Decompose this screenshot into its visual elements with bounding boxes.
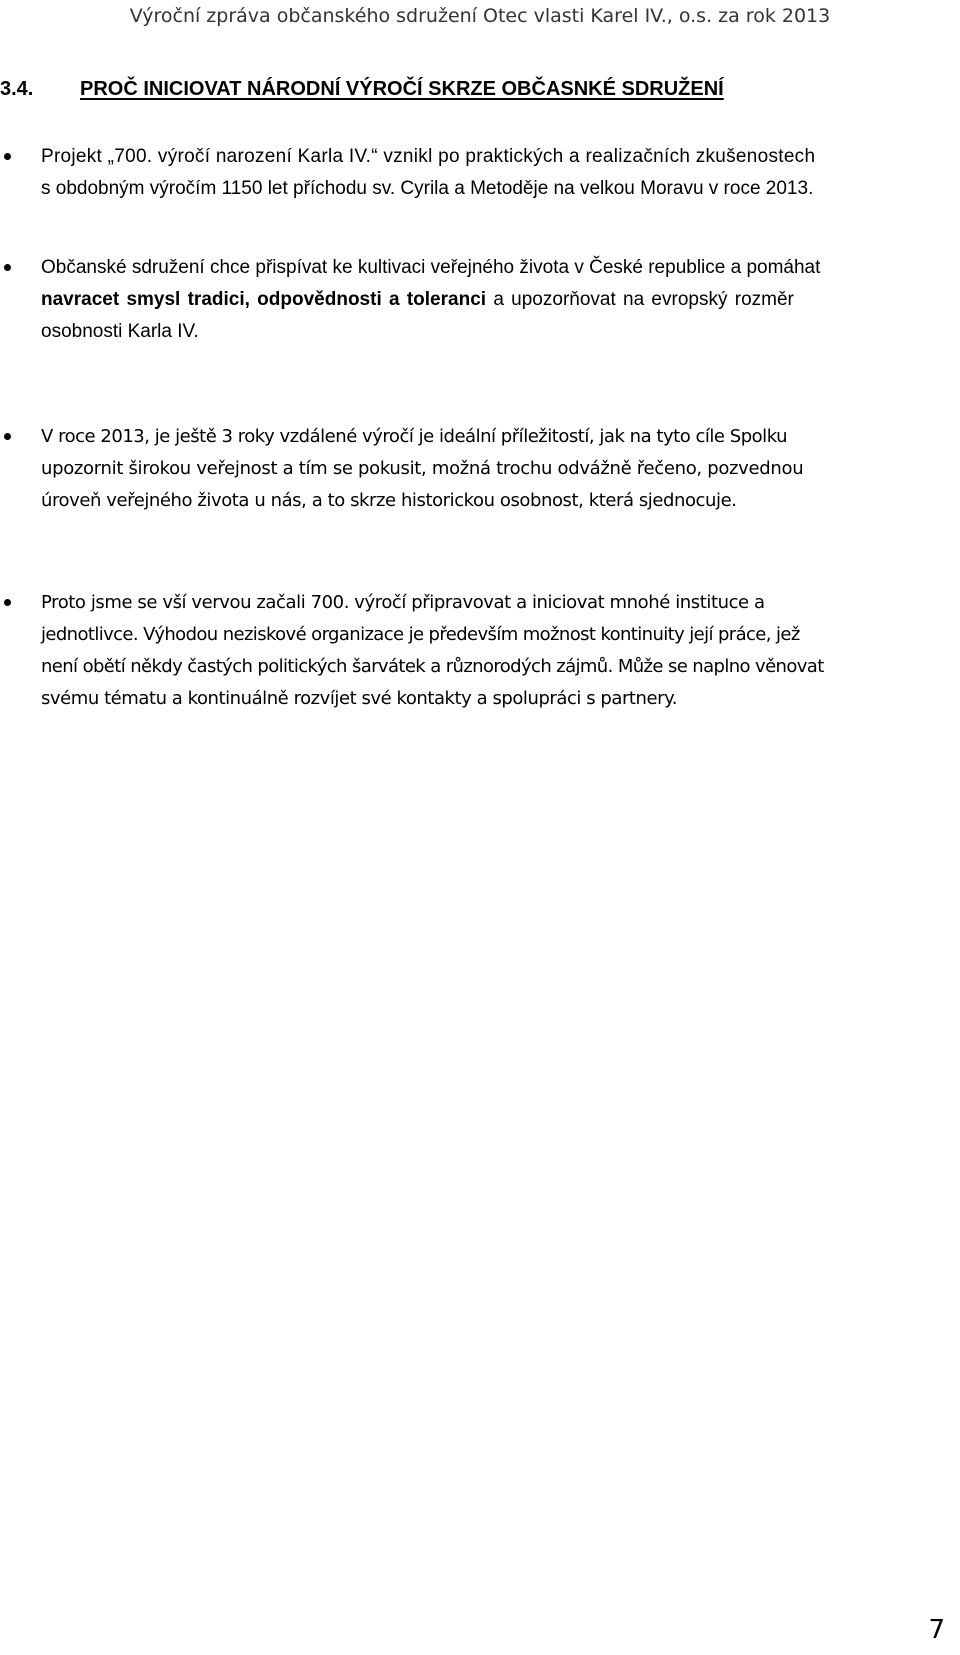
text-line: V roce 2013, je ještě 3 roky vzdálené výročí je ideální příležitostí, jak na tyto cíle Spolku (41, 426, 788, 447)
section-title: PROČ INICIOVAT NÁRODNÍ VÝROČÍ SKRZE OBČASNKÉ SDRUŽENÍ (80, 78, 724, 100)
section-number: 3.4. (0, 78, 34, 100)
text-line: upozornit širokou veřejnost a tím se pokusit, možná trochu odvážně řečeno, pozvednou (41, 458, 804, 479)
bullet-icon (4, 433, 11, 440)
bullet-icon (4, 153, 11, 160)
bullet-icon (4, 264, 11, 271)
text-line: svému tématu a kontinuálně rozvíjet své kontakty a spolupráci s partnery. (41, 688, 677, 709)
bullet-icon (4, 599, 11, 606)
text-line: osobnosti Karla IV. (41, 321, 199, 342)
text-line: Projekt „700. výročí narození Karla IV.“ vznikl po praktických a realizačních zkušenostech (41, 146, 816, 167)
text-line: úroveň veřejného života u nás, a to skrze historickou osobnost, která sjednocuje. (41, 490, 737, 511)
paragraph-text (41, 252, 925, 348)
running-header: Výroční zpráva občanského sdružení Otec vlasti Karel IV., o.s. za rok 2013 (129, 5, 831, 27)
text-line (41, 284, 925, 316)
emphasis-text: navracet smysl tradici, odpovědnosti a toleranci (41, 289, 487, 310)
page-number: 7 (928, 1615, 945, 1645)
text-line: s obdobným výročím 1150 let příchodu sv. Cyrila a Metoděje na velkou Moravu v roce 2013. (41, 178, 814, 199)
paragraph-text (41, 587, 925, 715)
text-line: Proto jsme se vší vervou začali 700. výročí připravovat a iniciovat mnohé instituce a (41, 592, 765, 613)
text-line: není obětí někdy častých politických šarvátek a různorodých zájmů. Může se naplno věnovat (41, 656, 824, 677)
text-line: Občanské sdružení chce přispívat ke kultivaci veřejného života v České republice a pomáhat (41, 257, 821, 278)
text-fragment: a upozorňovat na evropský rozměr (486, 289, 794, 310)
text-line: jednotlivce. Výhodou neziskové organizace je především možnost kontinuity její práce, jež (41, 624, 800, 645)
paragraph-text (41, 141, 925, 205)
paragraph-text (41, 421, 925, 517)
